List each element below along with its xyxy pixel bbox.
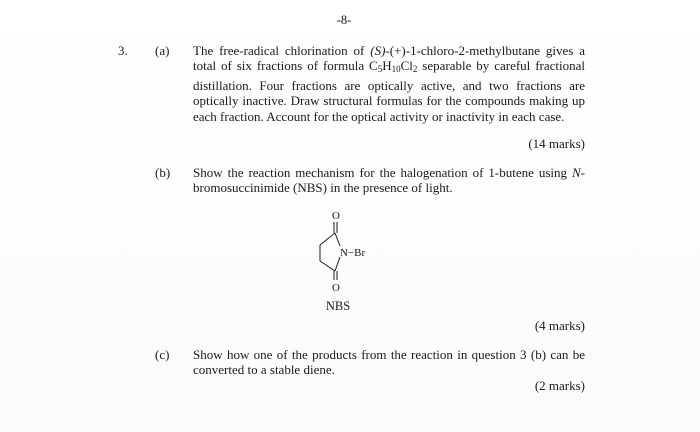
part-a-config: (S) bbox=[370, 43, 386, 58]
part-c-text: Show how one of the products from the reaction in question 3 (b) can be converted to a stable diene. bbox=[193, 347, 585, 378]
formula-h: H bbox=[382, 58, 392, 74]
atom-o-top: O bbox=[332, 210, 340, 222]
part-a-text bbox=[193, 43, 585, 124]
part-b-label: (b) bbox=[155, 165, 171, 180]
ring-bond-top-n bbox=[335, 233, 340, 246]
page-number: -8- bbox=[336, 13, 352, 27]
part-a-text-1: The free-radical chlorination of bbox=[193, 43, 371, 58]
nbs-structure bbox=[300, 207, 390, 293]
nbs-caption: NBS bbox=[325, 299, 351, 313]
question-number: 3. bbox=[118, 43, 128, 58]
part-c-label: (c) bbox=[155, 347, 170, 362]
formula-h-subscript: 10 bbox=[391, 64, 401, 75]
part-b-text-2: -bromosuccinimide (NBS) in the presence of light. bbox=[193, 165, 585, 196]
atom-o-bottom: O bbox=[332, 282, 340, 293]
formula-cl-subscript: 2 bbox=[412, 64, 418, 75]
part-c-marks: (2 marks) bbox=[534, 378, 585, 393]
part-b-text bbox=[193, 165, 585, 196]
formula-c-subscript: 5 bbox=[377, 64, 383, 75]
ring-bond-top-left bbox=[320, 233, 335, 245]
part-b-marks: (4 marks) bbox=[534, 318, 585, 333]
part-a-text-2: -(+)-1-chloro-2-methylbutane gives a total of six fractions of formula C bbox=[193, 43, 585, 74]
part-b-text-1: Show the reaction mechanism for the halogenation of 1-butene using bbox=[193, 165, 572, 180]
part-b-italic-n: N bbox=[571, 165, 581, 180]
part-a-label: (a) bbox=[155, 43, 170, 58]
formula-cl: Cl bbox=[400, 58, 413, 74]
ring-bond-bottom-n bbox=[335, 257, 340, 271]
atom-n-br: N−Br bbox=[340, 247, 366, 259]
part-a-marks: (14 marks) bbox=[528, 136, 585, 151]
ring-bond-bottom-left bbox=[320, 261, 335, 271]
nbs-ring bbox=[320, 222, 340, 280]
part-a-text-3: separable by careful fractional distillation. Four fractions are optically active, and two fractions are optically inactive. Draw structural formulas for the compounds making up each fraction. Account for the optical activity or inactivity in each case. bbox=[193, 58, 585, 124]
